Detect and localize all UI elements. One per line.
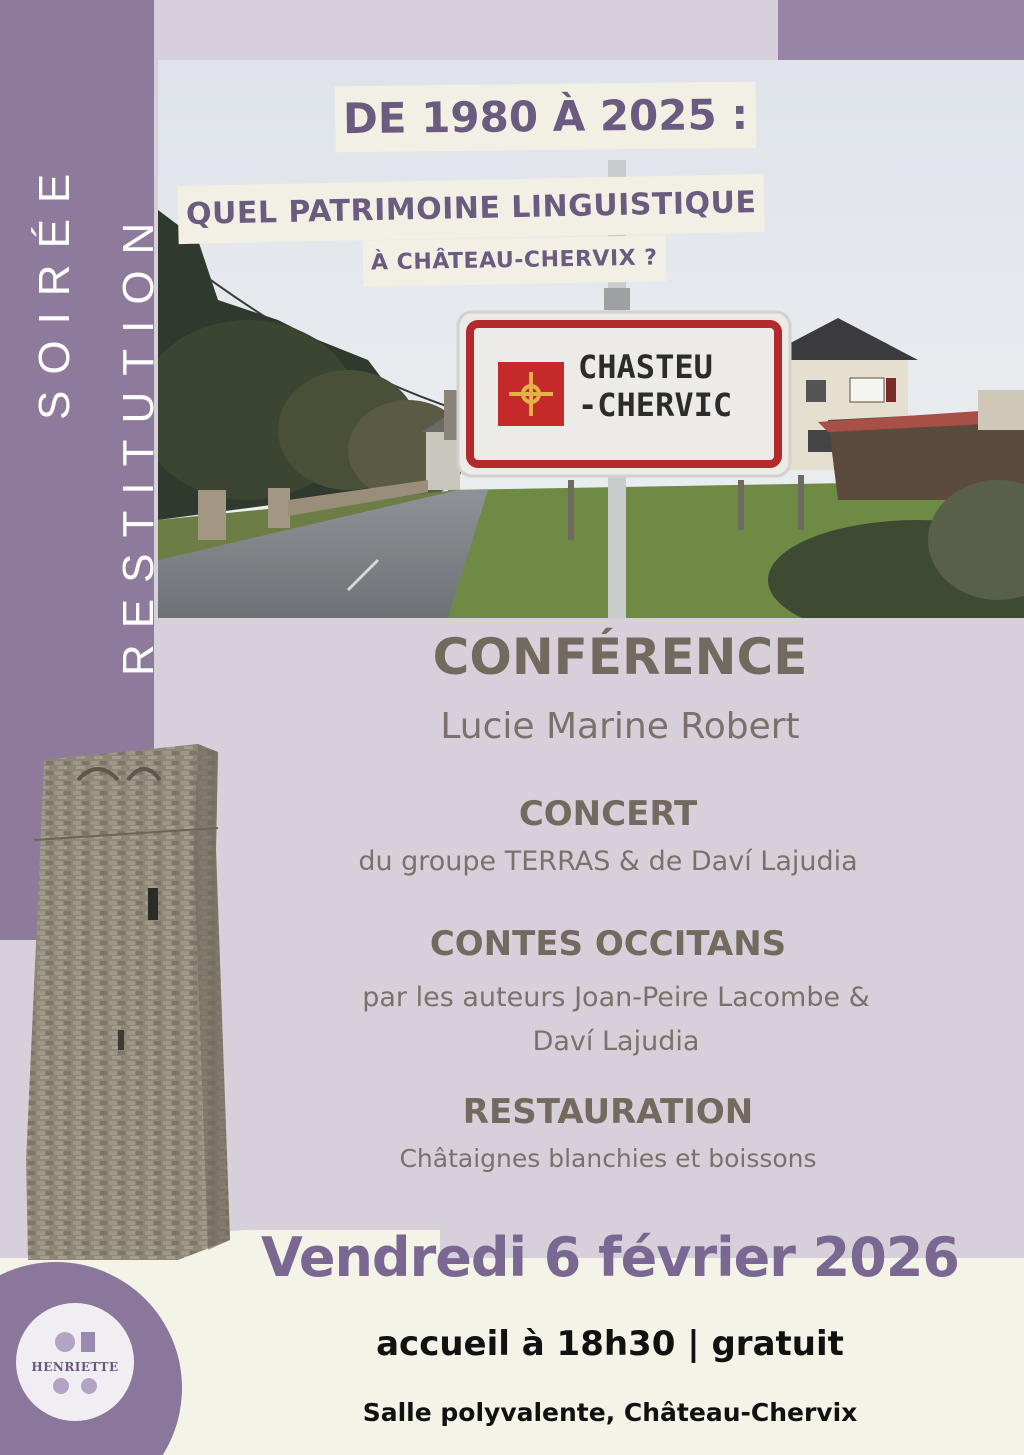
henriette-logo (16, 1303, 134, 1421)
contes-detail-line-1: par les auteurs Joan-Peire Lacombe & (362, 982, 870, 1013)
contes-detail (196, 976, 1024, 1064)
event-location: Salle polyvalente, Château-Chervix (362, 1398, 858, 1427)
logo-name: HENRIETTE (31, 1360, 119, 1374)
logo-figures-icon (45, 1328, 105, 1358)
headline-question: QUEL PATRIMOINE LINGUISTIQUE (177, 174, 765, 244)
sign-text (578, 348, 768, 424)
vertical-title-restitution: RESTITUTION (114, 206, 163, 676)
event-accueil: accueil à 18h30 | gratuit (376, 1324, 844, 1364)
sign-line-1: CHASTEU (578, 348, 713, 386)
conference-speaker: Lucie Marine Robert (440, 706, 800, 747)
sign-line-2: -CHERVIC (578, 386, 733, 424)
vertical-title-soiree: SOIRÉE (30, 157, 79, 420)
concert-title: CONCERT (518, 794, 698, 834)
headline-place: À CHÂTEAU-CHERVIX ? (363, 235, 666, 286)
contes-title: CONTES OCCITANS (429, 924, 787, 964)
headline-years: DE 1980 À 2025 : (335, 82, 757, 152)
event-date: Vendredi 6 février 2026 (261, 1226, 959, 1289)
conference-title: CONFÉRENCE (432, 628, 808, 686)
contes-detail-line-2: Daví Lajudia (532, 1026, 700, 1057)
concert-detail: du groupe TERRAS & de Daví Lajudia (358, 846, 858, 877)
logo-faces-icon (45, 1374, 105, 1396)
restauration-title: RESTAURATION (462, 1092, 754, 1132)
restauration-detail: Châtaignes blanchies et boissons (399, 1144, 817, 1173)
